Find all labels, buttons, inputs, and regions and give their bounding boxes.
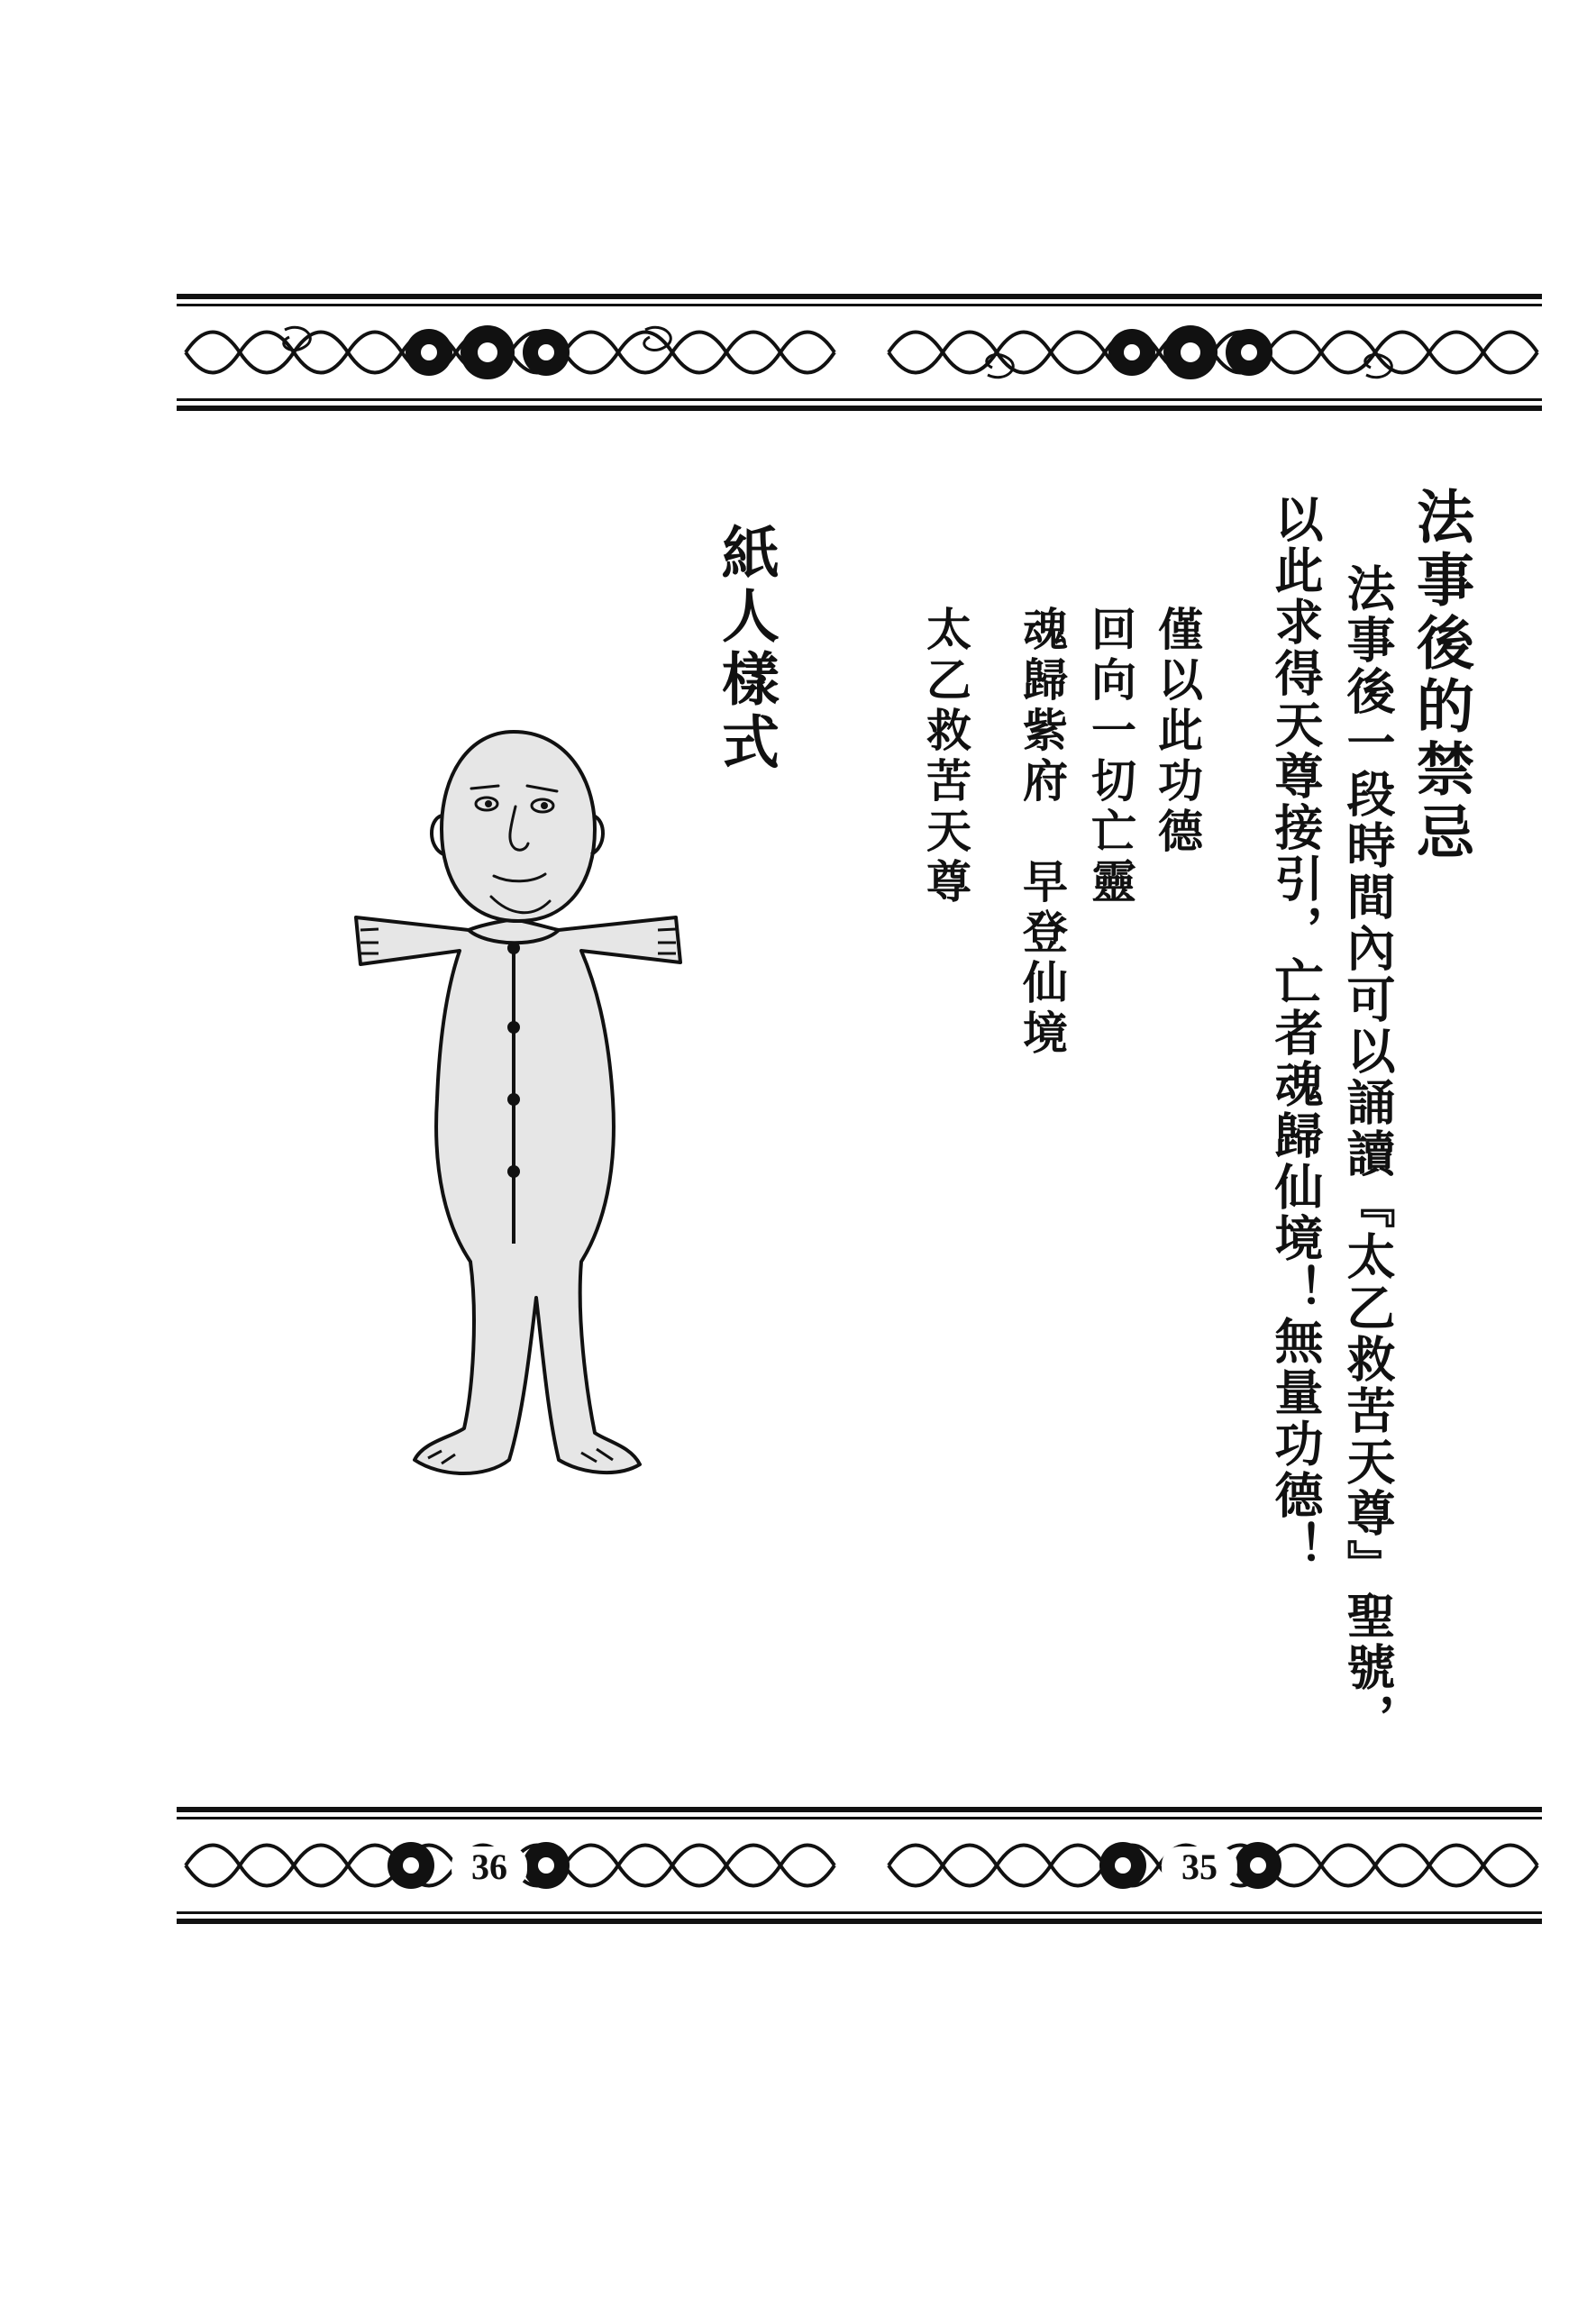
left-page-heading: 紙人樣式 xyxy=(712,523,779,775)
ornament-band-icon xyxy=(177,294,1542,411)
verse-line-1: 僅以此功德 xyxy=(1151,606,1204,858)
top-ornamental-border xyxy=(177,294,1542,411)
paragraph-line-2: 以此求得天尊接引，亡者魂歸仙境！無量功德！ xyxy=(1267,494,1325,1573)
paragraph-line-1: 法事後一段時間內可以誦讀『太乙救苦天尊』聖號， xyxy=(1339,563,1397,1745)
page-number-right: 35 xyxy=(1162,1847,1237,1888)
paper-person-icon xyxy=(306,721,685,1505)
ornament-band-icon xyxy=(177,1807,1542,1924)
bottom-ornamental-border xyxy=(177,1807,1542,1924)
paper-figure-illustration xyxy=(306,721,685,1505)
page-number-left: 36 xyxy=(451,1847,527,1888)
verse-line-3: 魂歸紫府 早登仙境 xyxy=(1016,606,1069,1060)
verse-line-4: 太乙救苦天尊 xyxy=(919,606,972,908)
verse-line-2: 回向一切亡靈 xyxy=(1084,606,1137,908)
right-page-heading: 法事後的禁忌 xyxy=(1407,487,1473,865)
